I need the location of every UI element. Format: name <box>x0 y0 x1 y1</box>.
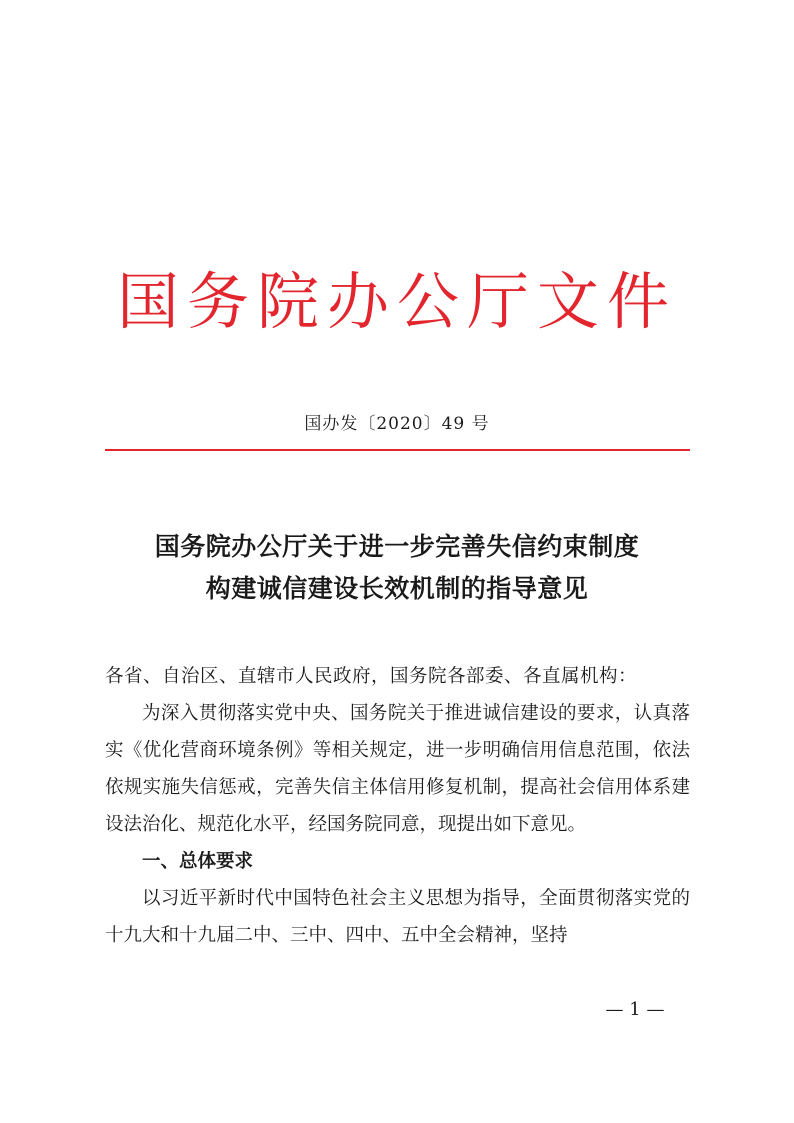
document-title <box>0 526 794 610</box>
title-line-2: 构建诚信建设长效机制的指导意见 <box>205 574 589 603</box>
document-masthead: 国务院办公厅文件 <box>116 265 677 338</box>
addressee-line: 各省、自治区、直辖市人民政府，国务院各部委、各直属机构： <box>105 666 638 687</box>
section-heading-1: 一、总体要求 <box>142 851 254 872</box>
red-divider-line <box>105 449 690 451</box>
document-body <box>105 658 690 954</box>
document-number: 国办发〔2020〕49 号 <box>304 414 490 434</box>
body-paragraph-2: 以习近平新时代中国特色社会主义思想为指导，全面贯彻落实党的十九大和十九届二中、三中、四中、五中全会精神，坚持 <box>105 888 690 946</box>
page-number: — 1 — <box>605 999 665 1020</box>
title-line-1: 国务院办公厅关于进一步完善失信约束制度 <box>154 532 640 561</box>
body-paragraph-1: 为深入贯彻落实党中央、国务院关于推进诚信建设的要求，认真落实《优化营商环境条例》等相关规定，进一步明确信用信息范围，依法依规实施失信惩戒，完善失信主体信用修复机制，提高社会信用体系建设法治化、规范化水平，经国务院同意，现提出如下意见。 <box>105 703 690 835</box>
